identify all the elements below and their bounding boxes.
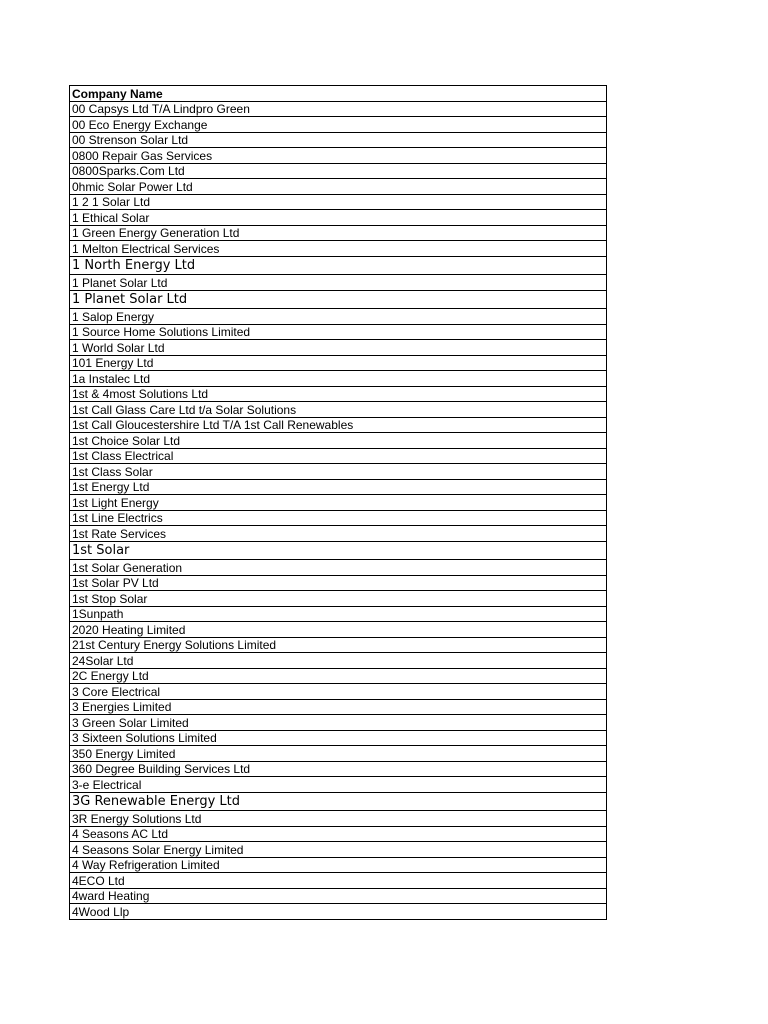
company-name-cell: 1 Planet Solar Ltd — [70, 275, 607, 291]
company-name-cell: 3 Core Electrical — [70, 684, 607, 700]
company-name-cell: 4ward Heating — [70, 888, 607, 904]
table-row — [70, 715, 607, 731]
company-name-cell: 2020 Heating Limited — [70, 622, 607, 638]
table-row — [70, 194, 607, 210]
company-name-cell: 1st Solar Generation — [70, 560, 607, 576]
company-name-cell: 1st Energy Ltd — [70, 479, 607, 495]
company-name-cell: 1st Stop Solar — [70, 591, 607, 607]
table-row — [70, 148, 607, 164]
company-name-cell: 3G Renewable Energy Ltd — [70, 792, 607, 811]
table-row — [70, 241, 607, 257]
table-row — [70, 256, 607, 275]
company-name-cell: 1st Rate Services — [70, 526, 607, 542]
table-row — [70, 290, 607, 309]
company-name-cell: 1st Class Electrical — [70, 448, 607, 464]
company-name-cell: 1 Green Energy Generation Ltd — [70, 225, 607, 241]
column-header-company-name: Company Name — [70, 86, 607, 102]
table-row — [70, 653, 607, 669]
table-row — [70, 324, 607, 340]
table-row — [70, 591, 607, 607]
company-name-cell: 101 Energy Ltd — [70, 355, 607, 371]
table-row — [70, 541, 607, 560]
table-row — [70, 179, 607, 195]
company-name-cell: 1st & 4most Solutions Ltd — [70, 386, 607, 402]
table-row — [70, 777, 607, 793]
table-row — [70, 888, 607, 904]
company-name-cell: 21st Century Energy Solutions Limited — [70, 637, 607, 653]
company-name-cell: 0800 Repair Gas Services — [70, 148, 607, 164]
company-name-cell: 1 Salop Energy — [70, 309, 607, 325]
table-row — [70, 495, 607, 511]
company-name-cell: 1 Melton Electrical Services — [70, 241, 607, 257]
company-name-cell: 1st Line Electrics — [70, 510, 607, 526]
table-row — [70, 526, 607, 542]
company-name-cell: 3-e Electrical — [70, 777, 607, 793]
company-name-cell: 1 2 1 Solar Ltd — [70, 194, 607, 210]
company-name-cell: 1st Call Glass Care Ltd t/a Solar Solutions — [70, 402, 607, 418]
table-row — [70, 792, 607, 811]
company-name-cell: 1st Solar — [70, 541, 607, 560]
table-row — [70, 433, 607, 449]
table-row — [70, 402, 607, 418]
company-name-cell: 0hmic Solar Power Ltd — [70, 179, 607, 195]
company-name-cell: 00 Strenson Solar Ltd — [70, 132, 607, 148]
company-name-cell: 1 World Solar Ltd — [70, 340, 607, 356]
company-name-cell: 1st Call Gloucestershire Ltd T/A 1st Call Renewables — [70, 417, 607, 433]
company-name-cell: 00 Capsys Ltd T/A Lindpro Green — [70, 101, 607, 117]
company-sheet — [69, 85, 607, 920]
table-row — [70, 761, 607, 777]
company-name-cell: 1 North Energy Ltd — [70, 256, 607, 275]
table-row — [70, 163, 607, 179]
table-row — [70, 730, 607, 746]
company-table — [69, 85, 607, 920]
company-name-cell: 0800Sparks.Com Ltd — [70, 163, 607, 179]
company-name-cell: 1 Planet Solar Ltd — [70, 290, 607, 309]
table-row — [70, 275, 607, 291]
table-row — [70, 355, 607, 371]
table-row — [70, 510, 607, 526]
company-name-cell: 3R Energy Solutions Ltd — [70, 811, 607, 827]
table-row — [70, 826, 607, 842]
table-row — [70, 746, 607, 762]
table-row — [70, 622, 607, 638]
table-row — [70, 417, 607, 433]
company-name-cell: 24Solar Ltd — [70, 653, 607, 669]
company-name-cell: 4 Seasons AC Ltd — [70, 826, 607, 842]
company-name-cell: 360 Degree Building Services Ltd — [70, 761, 607, 777]
table-header-row — [70, 86, 607, 102]
table-row — [70, 210, 607, 226]
company-name-cell: 1 Ethical Solar — [70, 210, 607, 226]
table-row — [70, 575, 607, 591]
table-row — [70, 606, 607, 622]
table-row — [70, 386, 607, 402]
table-row — [70, 225, 607, 241]
company-name-cell: 1st Light Energy — [70, 495, 607, 511]
company-name-cell: 350 Energy Limited — [70, 746, 607, 762]
table-row — [70, 117, 607, 133]
company-name-cell: 00 Eco Energy Exchange — [70, 117, 607, 133]
company-name-cell: 3 Energies Limited — [70, 699, 607, 715]
company-name-cell: 4Wood Llp — [70, 904, 607, 920]
table-row — [70, 857, 607, 873]
company-name-cell: 3 Sixteen Solutions Limited — [70, 730, 607, 746]
table-row — [70, 668, 607, 684]
table-row — [70, 371, 607, 387]
company-name-cell: 1a Instalec Ltd — [70, 371, 607, 387]
table-row — [70, 904, 607, 920]
table-row — [70, 448, 607, 464]
table-row — [70, 479, 607, 495]
table-row — [70, 309, 607, 325]
table-row — [70, 560, 607, 576]
table-row — [70, 842, 607, 858]
table-row — [70, 464, 607, 480]
company-name-cell: 1st Choice Solar Ltd — [70, 433, 607, 449]
company-name-cell: 4 Way Refrigeration Limited — [70, 857, 607, 873]
company-name-cell: 1st Class Solar — [70, 464, 607, 480]
company-name-cell: 2C Energy Ltd — [70, 668, 607, 684]
company-name-cell: 1 Source Home Solutions Limited — [70, 324, 607, 340]
company-name-cell: 1st Solar PV Ltd — [70, 575, 607, 591]
company-name-cell: 3 Green Solar Limited — [70, 715, 607, 731]
table-row — [70, 101, 607, 117]
table-row — [70, 699, 607, 715]
table-row — [70, 132, 607, 148]
table-row — [70, 873, 607, 889]
table-row — [70, 684, 607, 700]
company-name-cell: 4ECO Ltd — [70, 873, 607, 889]
table-row — [70, 637, 607, 653]
company-name-cell: 1Sunpath — [70, 606, 607, 622]
company-name-cell: 4 Seasons Solar Energy Limited — [70, 842, 607, 858]
table-row — [70, 340, 607, 356]
table-row — [70, 811, 607, 827]
